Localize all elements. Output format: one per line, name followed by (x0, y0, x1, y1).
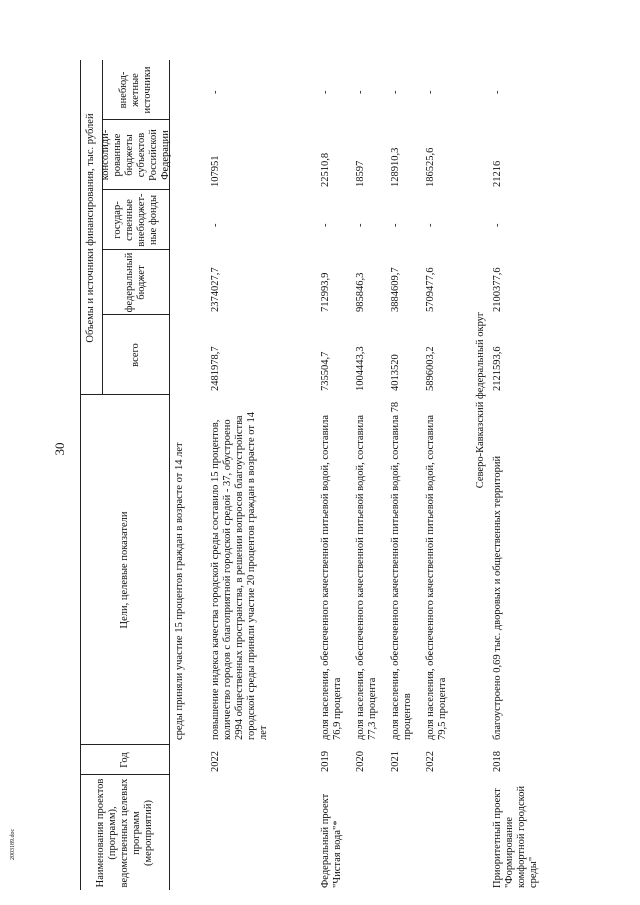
row-1-offbudget: - (210, 90, 221, 94)
col-divider-state-funds (102, 249, 169, 250)
row-3-total: 1004443,3 (355, 346, 366, 391)
row-1-state-funds: - (210, 223, 221, 227)
header-project-name: Наименования проектов (программ), ведомственных целевых программ (мероприятий) (95, 778, 154, 888)
row-5-year: 2022 (425, 751, 436, 772)
header-regional-budgets: консолиди-рованные бюджеты субъектов Российской Федерации (99, 129, 171, 181)
row-2-project: Федеральный проект "Чистая вода"* (320, 793, 343, 888)
last-row-total: 2121593,6 (492, 346, 503, 391)
row-4-goal: доля населения, обеспеченного качественной питьевой водой, составила 78 процентов (390, 401, 413, 740)
row-1-goal: повышение индекса качества городской среды составило 15 процентов, количество городов с благоприятной городской средой - 37, обустроено 2994 общественных пространства, в решении вопросов благоустройства городской среды приняли участие 20 процентов граждан в возрасте от 14 лет (210, 411, 269, 740)
col-divider-federal (102, 314, 169, 315)
header-year: Год (119, 752, 130, 768)
header-federal-budget: федеральный бюджет (123, 252, 147, 313)
row-5-regional: 186525,6 (425, 147, 436, 187)
rotated-table (80, 35, 575, 890)
row-1-total: 2481978,7 (210, 346, 221, 391)
row-2-year: 2019 (320, 751, 331, 772)
row-2-state-funds: - (320, 223, 331, 227)
last-row-year: 2018 (492, 751, 503, 772)
row-0-goal: среды приняли участие 15 процентов граждан в возрасте от 14 лет (174, 442, 185, 740)
row-3-state-funds: - (355, 223, 366, 227)
header-financing-group: Объемы и источники финансирования, тыс. рублей (85, 113, 96, 343)
col-divider-regional (102, 189, 169, 190)
row-1-federal: 2374027,7 (210, 267, 221, 312)
row-4-year: 2021 (390, 751, 401, 772)
financing-group-divider (102, 60, 103, 395)
row-4-state-funds: - (390, 223, 401, 227)
file-reference: 2003189.doc (10, 828, 16, 860)
header-total: всего (129, 343, 141, 367)
last-row-offbudget: - (492, 90, 503, 94)
col-divider-year (80, 774, 169, 775)
last-row-project: Приоритетный проект "Формирование комфортной городской среды" (492, 785, 539, 888)
row-5-goal: доля населения, обеспеченного качественной питьевой водой, составила 79,5 процента (425, 414, 448, 740)
col-divider-financing (80, 394, 169, 395)
last-row-federal: 2100377,6 (492, 267, 503, 312)
row-3-year: 2020 (355, 751, 366, 772)
header-state-funds: государ-ственные внебюджет-ные фонды (111, 193, 159, 247)
row-5-state-funds: - (425, 223, 436, 227)
row-4-total: 4013520 (390, 354, 401, 391)
row-3-regional: 18597 (355, 160, 366, 187)
row-5-federal: 5709477,6 (425, 267, 436, 312)
row-1-year: 2022 (210, 751, 221, 772)
header-offbudget: внебюд-жетные источники (117, 66, 153, 114)
row-3-federal: 985846,3 (355, 272, 366, 312)
row-2-federal: 712993,9 (320, 272, 331, 312)
last-row-regional: 21216 (492, 160, 503, 187)
row-2-offbudget: - (320, 90, 331, 94)
row-1-regional: 107951 (210, 155, 221, 187)
row-5-offbudget: - (425, 90, 436, 94)
header-goals: Цели, целевые показатели (119, 511, 130, 629)
row-2-total: 735504,7 (320, 351, 331, 391)
last-row-state-funds: - (492, 223, 503, 227)
page-number: 30 (52, 442, 67, 456)
row-2-goal: доля населения, обеспеченного качественной питьевой водой, составила 76,9 процента (320, 414, 343, 740)
row-4-offbudget: - (390, 90, 401, 94)
col-divider-offbudget (102, 119, 169, 120)
table-top-border (80, 60, 81, 890)
row-4-federal: 3884609,7 (390, 267, 401, 312)
row-2-regional: 22510,8 (320, 152, 331, 187)
row-3-offbudget: - (355, 90, 366, 94)
row-5-total: 5896003,2 (425, 346, 436, 391)
row-3-goal: доля населения, обеспеченного качественной питьевой водой, составила 77,3 процента (355, 414, 378, 740)
row-4-regional: 128910,3 (390, 147, 401, 187)
col-divider-goals (80, 744, 169, 745)
region-title: Северо-Кавказский федеральный округ (475, 311, 486, 489)
last-row-goal: благоустроено 0,69 тыс. дворовых и общественных территорий (492, 455, 503, 740)
